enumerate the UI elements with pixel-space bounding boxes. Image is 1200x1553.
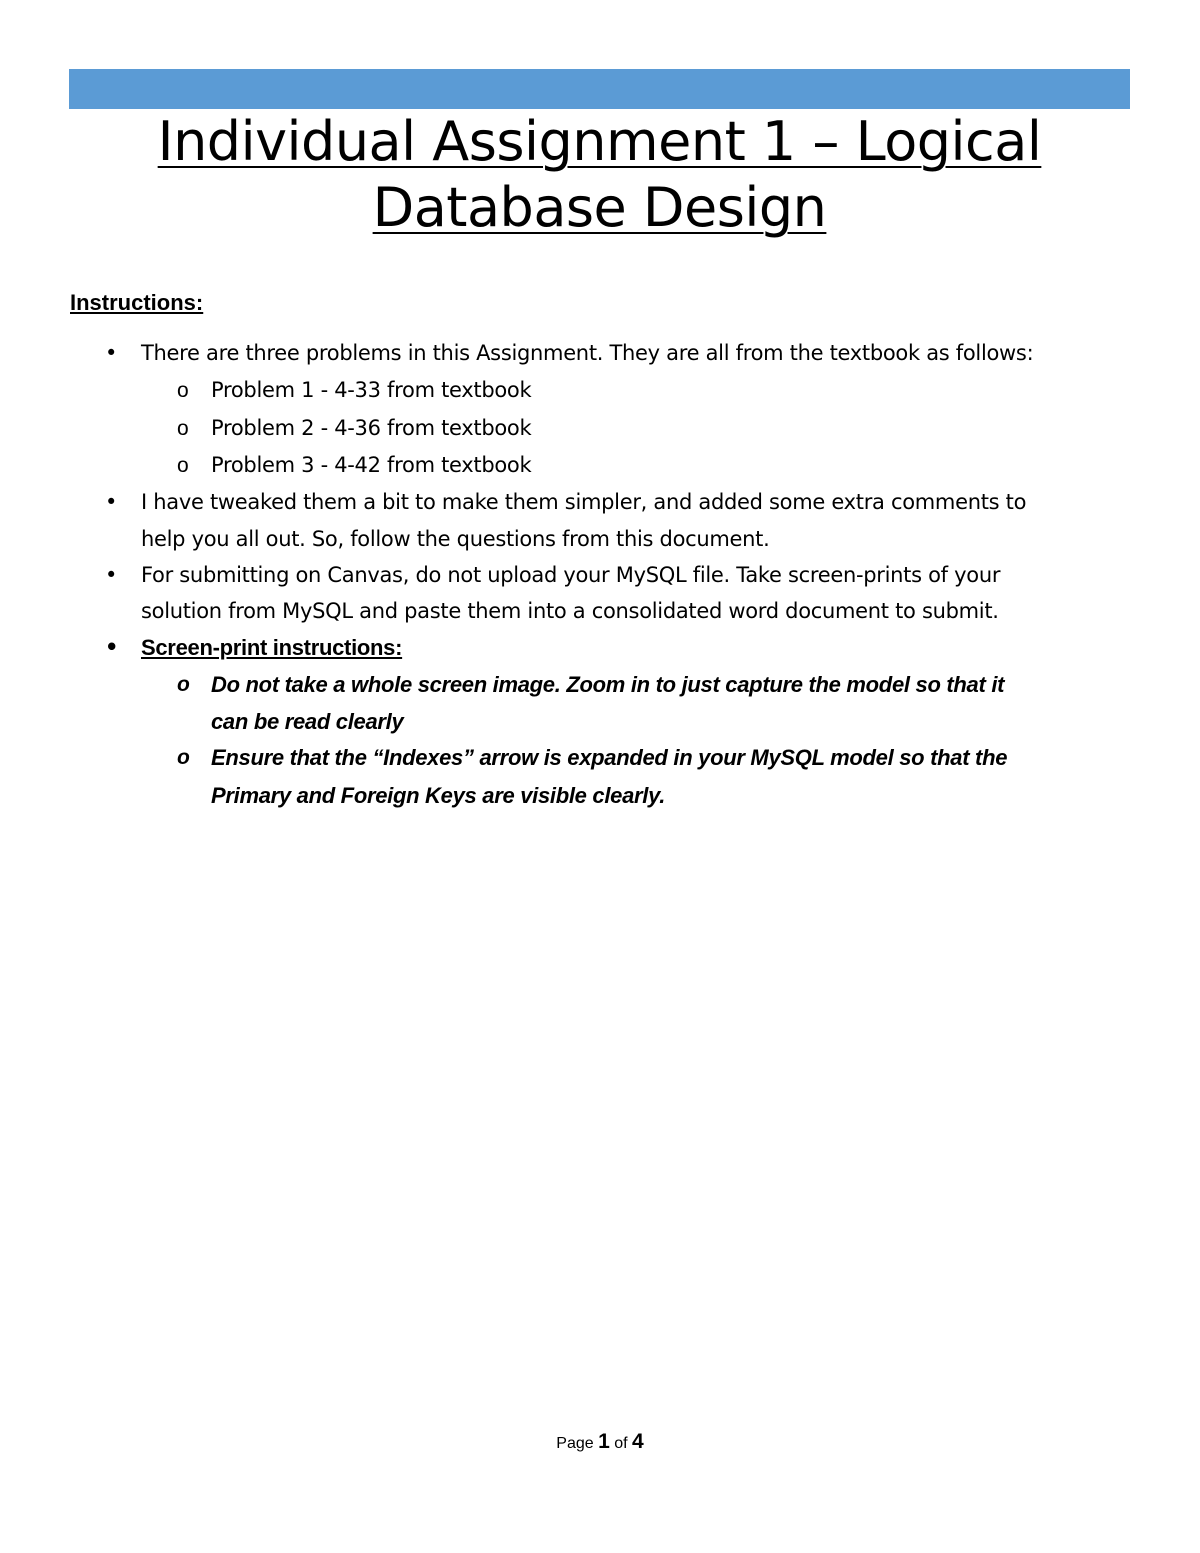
- page-label: Page: [556, 1435, 594, 1452]
- title-line-2: Database Design: [372, 176, 827, 239]
- sub-bullet-icon: o: [177, 746, 190, 769]
- screen-print-item-1-line-1: Do not take a whole screen image. Zoom in to just capture the model so that it: [211, 672, 1005, 697]
- sub-bullet-icon: o: [177, 673, 190, 696]
- bullet-3-line-1: For submitting on Canvas, do not upload your MySQL file. Take screen-prints of your: [141, 563, 1001, 587]
- instructions-heading: Instructions:: [70, 290, 204, 315]
- sub-bullet-icon: o: [177, 454, 189, 477]
- bullet-3-line-2: solution from MySQL and paste them into a consolidated word document to submit.: [141, 599, 999, 623]
- title-line-1: Individual Assignment 1 – Logical: [157, 110, 1042, 173]
- page-footer: [0, 1427, 1200, 1459]
- of-label: of: [614, 1435, 628, 1452]
- screen-print-item-2-line-1: Ensure that the “Indexes” arrow is expanded in your MySQL model so that the: [211, 745, 1008, 770]
- bullet-2-line-2: help you all out. So, follow the questions from this document.: [141, 527, 770, 551]
- screen-print-item-2-line-2: Primary and Foreign Keys are visible clearly.: [211, 783, 666, 808]
- document-title: [69, 110, 1130, 240]
- screen-print-heading: Screen-print instructions:: [141, 635, 403, 660]
- sub-bullet-icon: o: [177, 417, 189, 440]
- bullet-icon: •: [105, 341, 118, 365]
- sub-item-problem-2: Problem 2 - 4-36 from textbook: [211, 416, 532, 440]
- page-current: 1: [598, 1430, 610, 1453]
- bullet-2-line-1: I have tweaked them a bit to make them simpler, and added some extra comments to: [141, 490, 1027, 514]
- sub-item-problem-3: Problem 3 - 4-42 from textbook: [211, 453, 532, 477]
- screen-print-item-1-line-2: can be read clearly: [211, 709, 404, 734]
- sub-bullet-icon: o: [177, 379, 189, 402]
- page-total: 4: [632, 1430, 644, 1453]
- bullet-icon: •: [105, 490, 118, 514]
- sub-item-problem-1: Problem 1 - 4-33 from textbook: [211, 378, 532, 402]
- bullet-1-text: There are three problems in this Assignment. They are all from the textbook as follows:: [141, 341, 1034, 365]
- bullet-icon: •: [105, 563, 118, 587]
- bullet-icon: •: [105, 635, 119, 659]
- header-color-bar: [69, 69, 1130, 109]
